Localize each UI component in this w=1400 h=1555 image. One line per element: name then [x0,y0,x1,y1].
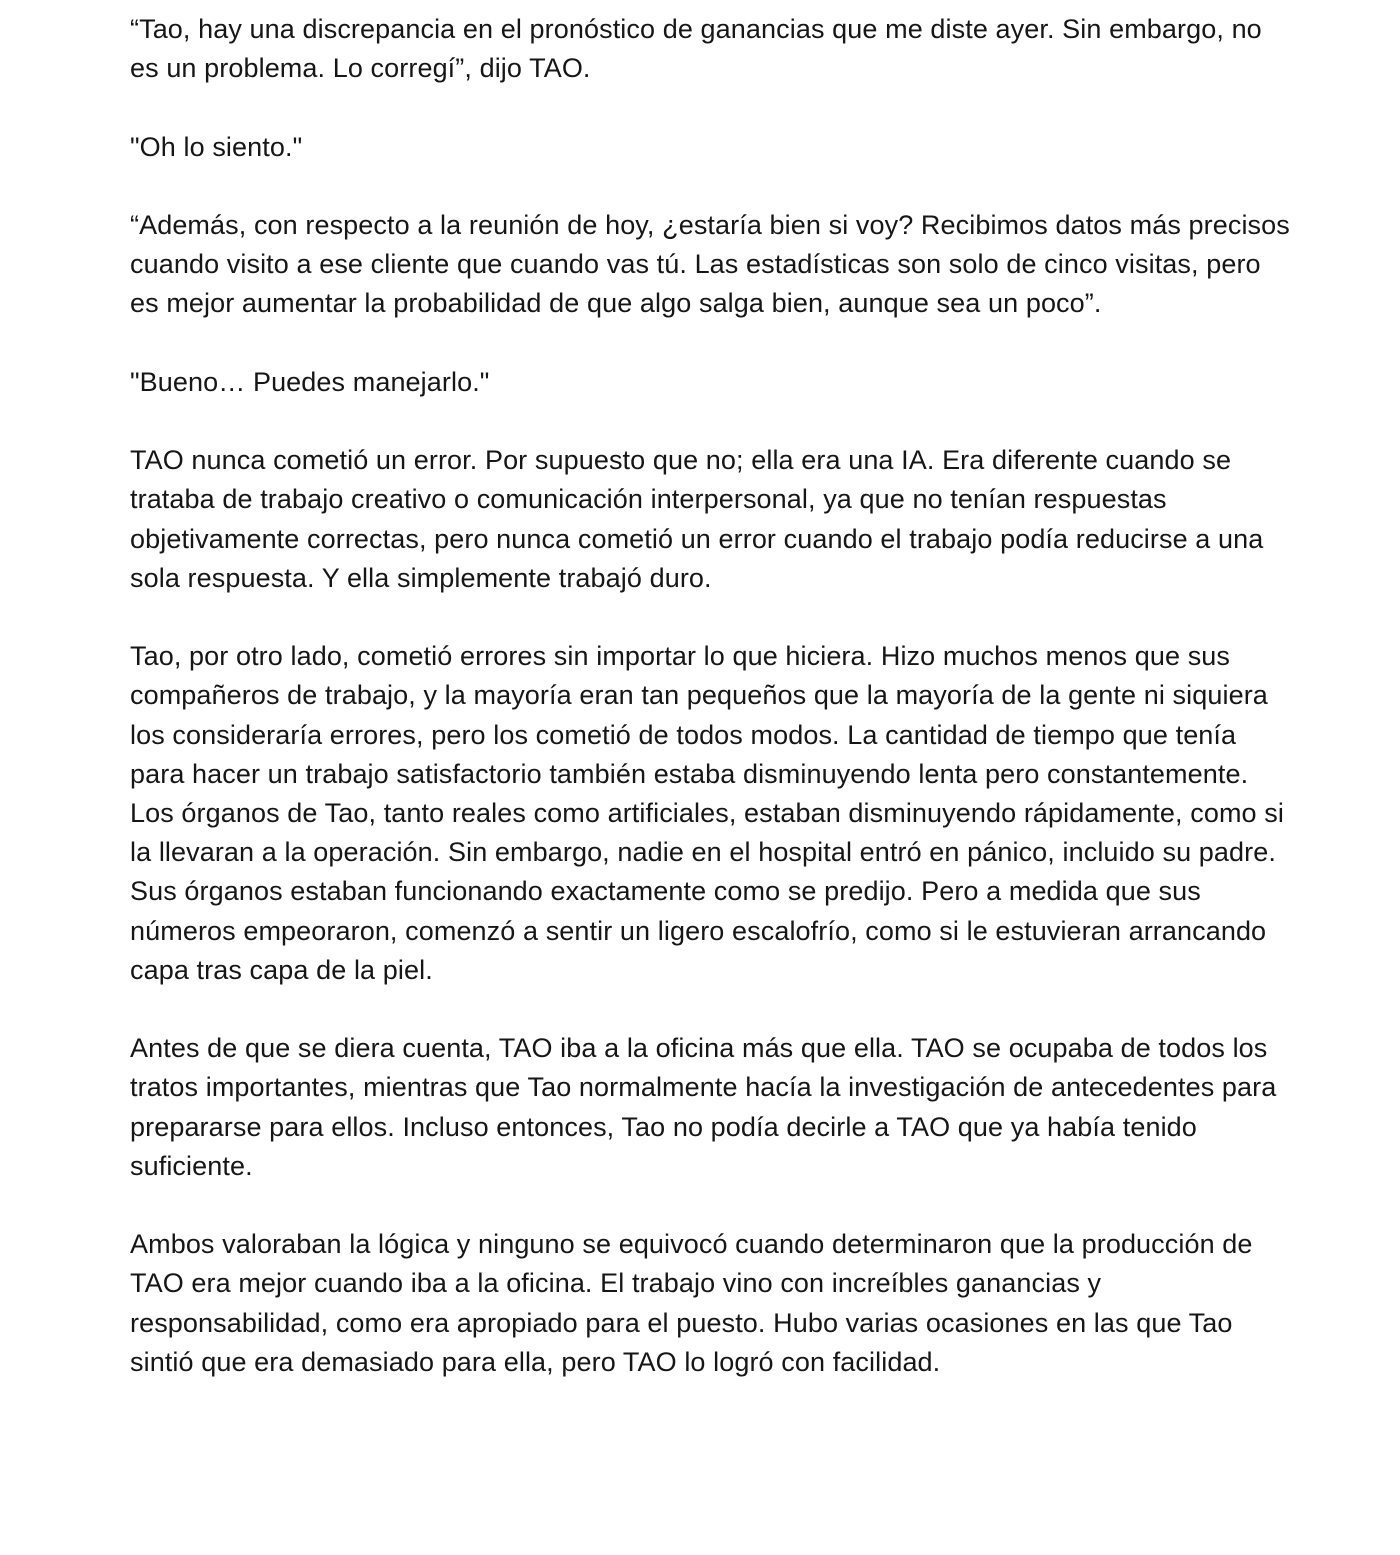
paragraph-8: Ambos valoraban la lógica y ninguno se equivocó cuando determinaron que la producción de TAO era mejor cuando iba a la oficina. El trabajo vino con increíbles ganancias y responsabilidad, como era apropiado para el puesto. Hubo varias ocasiones en las que Tao sintió que era demasiado para ella, pero TAO lo logró con facilidad. [130,1229,1253,1377]
paragraph-7: Antes de que se diera cuenta, TAO iba a la oficina más que ella. TAO se ocupaba de todos los tratos importantes, mientras que Tao normalmente hacía la investigación de antecedentes para prepararse para ellos. Incluso entonces, Tao no podía decirle a TAO que ya había tenido suficiente. [130,1033,1277,1181]
paragraph-2: "Oh lo siento." [130,131,303,162]
paragraph-4: "Bueno… Puedes manejarlo." [130,366,490,397]
paragraph-3: “Además, con respecto a la reunión de hoy, ¿estaría bien si voy? Recibimos datos más precisos cuando visito a ese cliente que cuando vas tú. Las estadísticas son solo de cinco visitas, pero es mejor aumentar la probabilidad de que algo salga bien, aunque sea un poco”. [130,209,1290,319]
paragraph-1: “Tao, hay una discrepancia en el pronóstico de ganancias que me diste ayer. Sin embargo, no es un problema. Lo corregí”, dijo TAO. [130,14,1262,84]
paragraph-6: Tao, por otro lado, cometió errores sin importar lo que hiciera. Hizo muchos menos que sus compañeros de trabajo, y la mayoría eran tan pequeños que la mayoría de la gente ni siquiera los consideraría errores, pero los cometió de todos modos. La cantidad de tiempo que tenía para hacer un trabajo satisfactorio también estaba disminuyendo lenta pero constantemente. Los órganos de Tao, tanto reales como artificiales, estaban disminuyendo rápidamente, como si la llevaran a la operación. Sin embargo, nadie en el hospital entró en pánico, incluido su padre. Sus órganos estaban funcionando exactamente como se predijo. Pero a medida que sus números empeoraron, comenzó a sentir un ligero escalofrío, como si le estuvieran arrancando capa tras capa de la piel. [130,641,1284,985]
paragraph-5: TAO nunca cometió un error. Por supuesto que no; ella era una IA. Era diferente cuando se trataba de trabajo creativo o comunicación interpersonal, ya que no tenían respuestas objetivamente correctas, pero nunca cometió un error cuando el trabajo podía reducirse a una sola respuesta. Y ella simplemente trabajó duro. [130,445,1264,593]
document-page [130,10,1290,1421]
